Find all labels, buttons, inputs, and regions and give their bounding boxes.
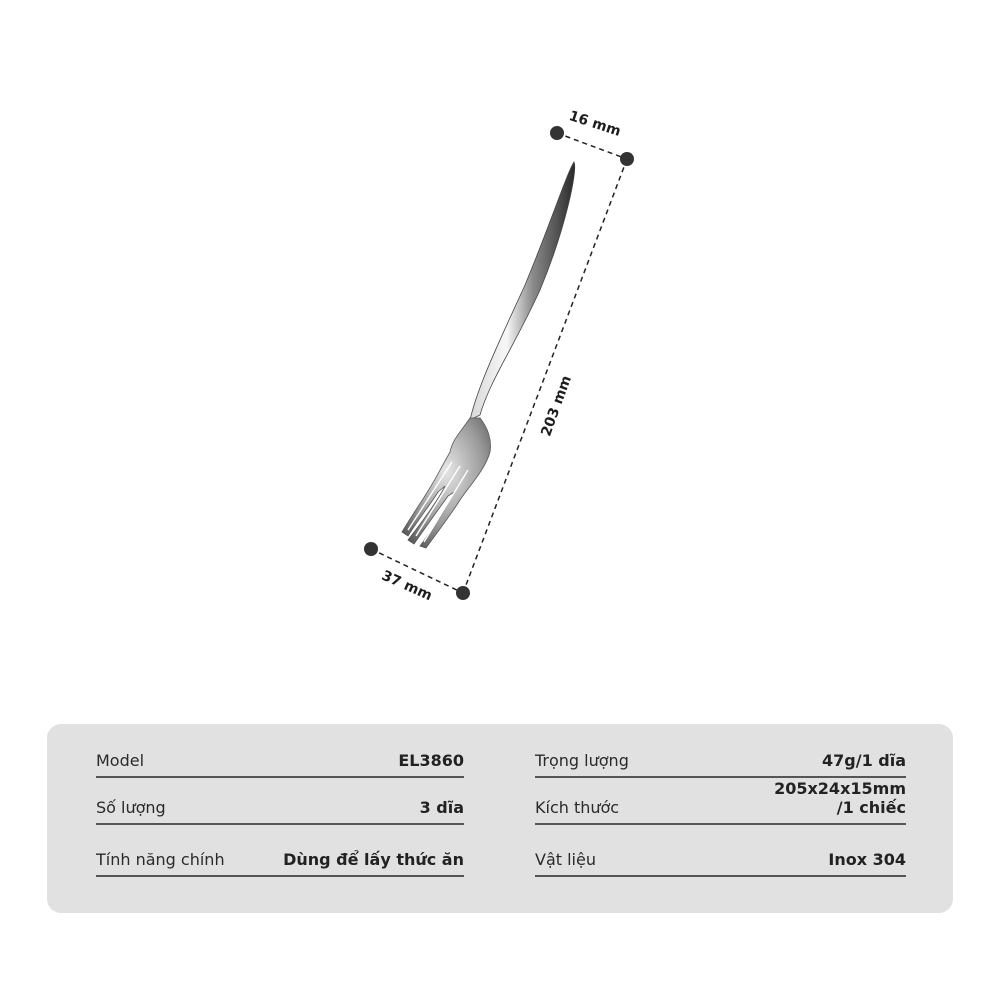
dimension-dot (364, 542, 378, 556)
spec-value-line: /1 chiếc (836, 798, 906, 817)
dimension-label-head-width: 37 mm (379, 567, 435, 605)
spec-value: EL3860 (398, 751, 464, 770)
dimension-label-length: 203 mm (538, 373, 575, 439)
spec-value: Dùng để lấy thức ăn (283, 850, 464, 869)
spec-label: Vật liệu (535, 850, 596, 869)
dimension-dot (620, 152, 634, 166)
spec-label: Model (96, 751, 145, 770)
spec-row-size (535, 778, 906, 825)
dimension-dot (550, 126, 564, 140)
spec-value: 3 dĩa (419, 798, 464, 817)
spec-value: Inox 304 (828, 850, 906, 869)
spec-value: 47g/1 dĩa (822, 751, 906, 770)
fork-icon (402, 162, 575, 548)
spec-row-material (535, 844, 906, 877)
spec-row-weight (535, 748, 906, 778)
dimension-dot (456, 586, 470, 600)
spec-label: Trọng lượng (535, 751, 629, 770)
spec-value (774, 779, 906, 817)
spec-panel (47, 724, 953, 913)
dimension-label-handle-width: 16 mm (566, 108, 623, 140)
spec-row-quantity (96, 797, 464, 825)
spec-label: Tính năng chính (96, 850, 225, 869)
spec-label: Số lượng (96, 798, 166, 817)
spec-row-model (96, 750, 464, 778)
spec-row-feature (96, 844, 464, 877)
spec-value-line: 205x24x15mm (774, 779, 906, 798)
spec-label: Kích thước (535, 798, 620, 817)
